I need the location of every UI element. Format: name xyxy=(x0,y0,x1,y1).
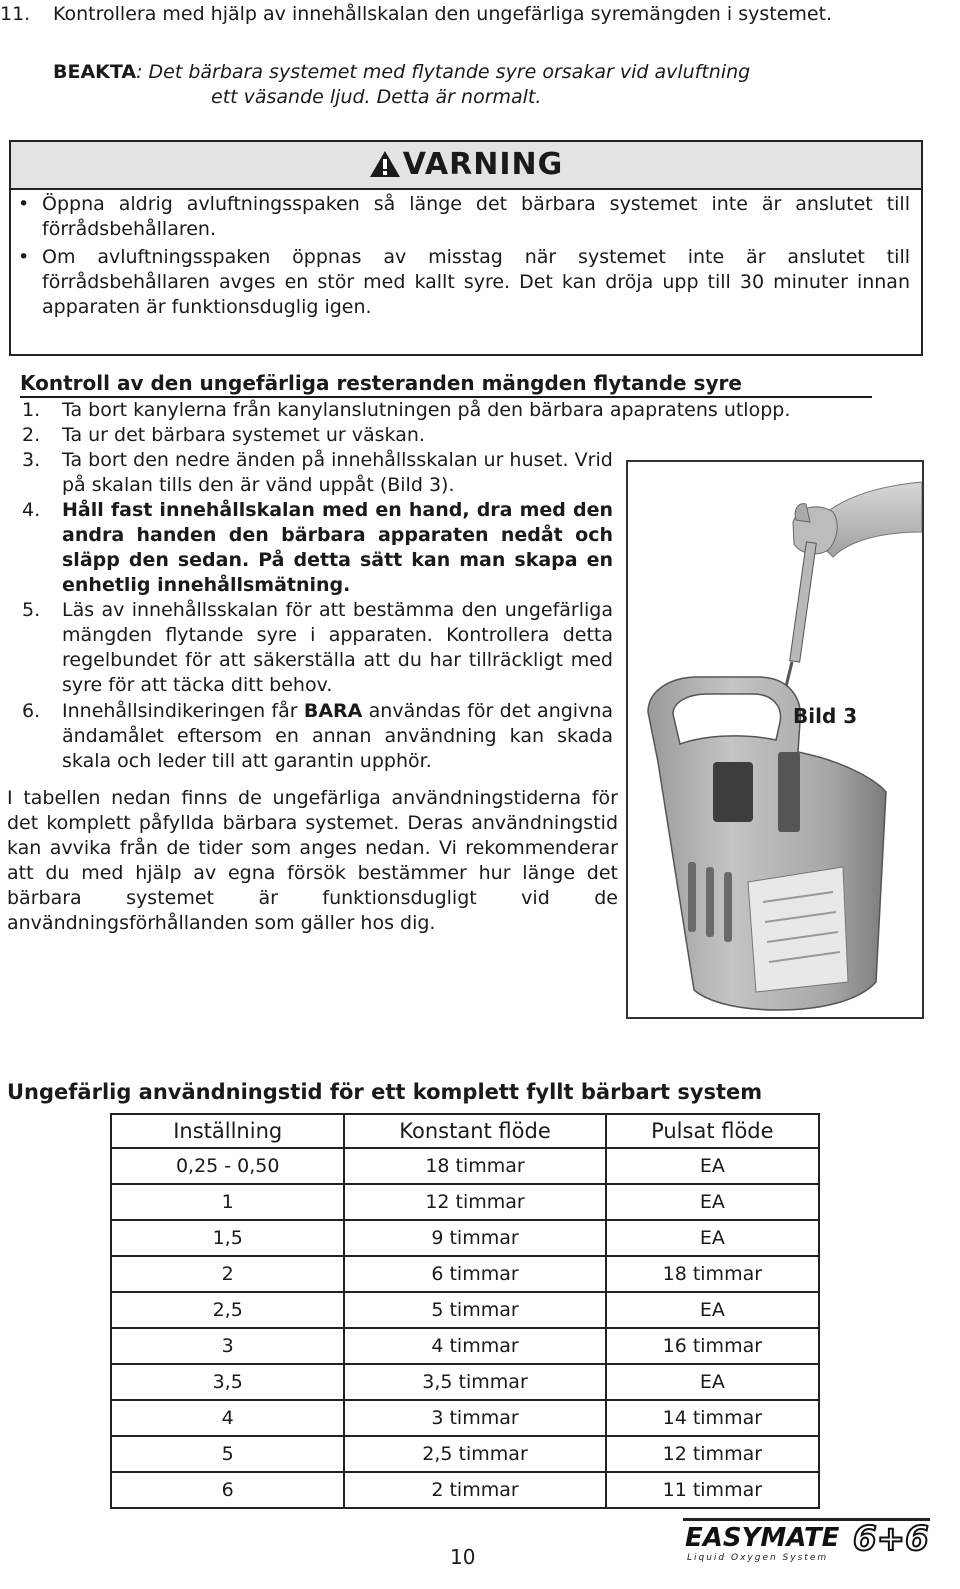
table-row xyxy=(111,1400,819,1436)
warning-header xyxy=(11,142,921,190)
table-row xyxy=(111,1292,819,1328)
header-pulsed-flow: Pulsat flöde xyxy=(606,1114,819,1148)
cell-constant-flow: 12 timmar xyxy=(344,1184,605,1220)
table-row xyxy=(111,1328,819,1364)
header-constant-flow: Konstant flöde xyxy=(344,1114,605,1148)
table-row xyxy=(111,1364,819,1400)
cell-setting: 1,5 xyxy=(111,1220,344,1256)
table-title: Ungefärlig användningstid för ett komplett fyllt bärbart system xyxy=(7,1080,763,1104)
cell-constant-flow: 6 timmar xyxy=(344,1256,605,1292)
cell-constant-flow: 2 timmar xyxy=(344,1472,605,1508)
step-text: Ta bort den nedre änden på innehållsskalan ur huset. Vrid på skalan tills den är vänd uppåt (Bild 3). xyxy=(62,449,613,496)
cell-pulsed-flow: 16 timmar xyxy=(606,1328,819,1364)
figure-bild-3 xyxy=(626,460,924,1019)
warning-triangle-icon xyxy=(369,150,401,178)
step-number: 2. xyxy=(22,424,41,446)
bullet-icon: • xyxy=(18,246,30,268)
cell-setting: 2,5 xyxy=(111,1292,344,1328)
header-setting: Inställning xyxy=(111,1114,344,1148)
cell-constant-flow: 2,5 timmar xyxy=(344,1436,605,1472)
step-text-part: Innehållsindikeringen får xyxy=(62,700,304,722)
cell-pulsed-flow: 12 timmar xyxy=(606,1436,819,1472)
figure-caption: Bild 3 xyxy=(793,704,858,728)
cell-pulsed-flow: EA xyxy=(606,1292,819,1328)
cell-setting: 4 xyxy=(111,1400,344,1436)
cell-setting: 3 xyxy=(111,1328,344,1364)
step-text xyxy=(62,699,613,774)
cell-setting: 6 xyxy=(111,1472,344,1508)
easymate-logo xyxy=(683,1516,930,1564)
cell-pulsed-flow: 18 timmar xyxy=(606,1256,819,1292)
page-number: 10 xyxy=(450,1545,476,1569)
table-row xyxy=(111,1220,819,1256)
cell-pulsed-flow: EA xyxy=(606,1364,819,1400)
table-row xyxy=(111,1256,819,1292)
cell-constant-flow: 3 timmar xyxy=(344,1400,605,1436)
cell-constant-flow: 18 timmar xyxy=(344,1148,605,1184)
cell-pulsed-flow: EA xyxy=(606,1184,819,1220)
table-body xyxy=(111,1148,819,1508)
step-text: Håll fast innehållskalan med en hand, dra med den andra handen den bärbara apparaten nedåt och släpp den sedan. På detta sätt kan man skapa en enhetlig innehållsmätning. xyxy=(62,499,613,596)
table-row xyxy=(111,1436,819,1472)
step-text-bold: BARA xyxy=(303,700,363,722)
step-text: Ta ur det bärbara systemet ur väskan. xyxy=(62,424,425,446)
table-header-row xyxy=(111,1114,819,1148)
cell-pulsed-flow: EA xyxy=(606,1148,819,1184)
logo-graphic xyxy=(683,1516,930,1564)
cell-setting: 5 xyxy=(111,1436,344,1472)
warning-title: VARNING xyxy=(402,147,564,182)
cell-constant-flow: 9 timmar xyxy=(344,1220,605,1256)
cell-setting: 0,25 - 0,50 xyxy=(111,1148,344,1184)
cell-pulsed-flow: 11 timmar xyxy=(606,1472,819,1508)
logo-model: 6+6 xyxy=(853,1519,929,1559)
step-text: Kontrollera med hjälp av innehållskalan den ungefärliga syremängden i systemet. xyxy=(53,3,833,25)
warning-bullet xyxy=(18,192,910,242)
step-number: 1. xyxy=(22,399,41,421)
step-text: Ta bort kanylerna från kanylanslutningen på den bärbara apapratens utlopp. xyxy=(62,399,791,421)
step-number: 4. xyxy=(22,499,41,521)
warning-bullet-text: Öppna aldrig avluftningsspaken så länge det bärbara systemet inte är anslutet till förrådsbehållaren. xyxy=(42,193,910,240)
table-row xyxy=(111,1472,819,1508)
cell-pulsed-flow: EA xyxy=(606,1220,819,1256)
logo-text: EASYMATE xyxy=(685,1523,840,1553)
note xyxy=(53,60,933,110)
note-label: BEAKTA xyxy=(53,61,137,83)
step-number: 11. xyxy=(0,3,31,25)
warning-box xyxy=(9,140,923,356)
logo-subtitle: Liquid Oxygen System xyxy=(687,1553,829,1563)
step-number: 5. xyxy=(22,599,41,621)
note-line-1: : Det bärbara systemet med flytande syre orsakar vid avluftning xyxy=(136,61,751,83)
table-row xyxy=(111,1184,819,1220)
portable-oxygen-unit-illustration xyxy=(628,462,922,1017)
intro-paragraph: I tabellen nedan finns de ungefärliga användningstiderna för det komplett påfyllda bärbara systemet. Deras användningstid kan avvika från de tider som anges nedan. Vi rekommenderar att du med hjälp av egna försök bestämmer hur länge det bärbara systemet är funktionsdugligt vid de användningsförhållanden som gäller hos dig. xyxy=(7,787,618,934)
note-line-2: ett väsande ljud. Detta är normalt. xyxy=(211,86,542,108)
cell-constant-flow: 4 timmar xyxy=(344,1328,605,1364)
cell-constant-flow: 5 timmar xyxy=(344,1292,605,1328)
step-number: 3. xyxy=(22,449,41,471)
cell-setting: 3,5 xyxy=(111,1364,344,1400)
bullet-icon: • xyxy=(18,193,30,215)
cell-setting: 2 xyxy=(111,1256,344,1292)
step-number: 6. xyxy=(22,700,41,722)
step-text: Läs av innehållsskalan för att bestämma den ungefärliga mängden flytande syre i apparaten. Kontrollera detta regelbundet för att säkerställa att du har tillräckligt med syre för att täcka ditt behov. xyxy=(62,599,613,696)
cell-pulsed-flow: 14 timmar xyxy=(606,1400,819,1436)
table-row xyxy=(111,1148,819,1184)
cell-setting: 1 xyxy=(111,1184,344,1220)
usage-time-table xyxy=(110,1113,820,1509)
warning-bullet-text: Om avluftningsspaken öppnas av misstag när systemet inte är anslutet till förrådsbehållaren avges en stör med kallt syre. Det kan dröja upp till 30 minuter innan apparaten är funktionsduglig igen. xyxy=(42,246,910,318)
section-title: Kontroll av den ungefärliga resteranden mängden flytande syre xyxy=(20,370,872,398)
warning-bullet xyxy=(18,245,910,320)
cell-constant-flow: 3,5 timmar xyxy=(344,1364,605,1400)
step-text-part: användas för det angivna ändamålet eftersom en annan användning kan skada skala och leder till att garantin upphör. xyxy=(62,700,614,772)
